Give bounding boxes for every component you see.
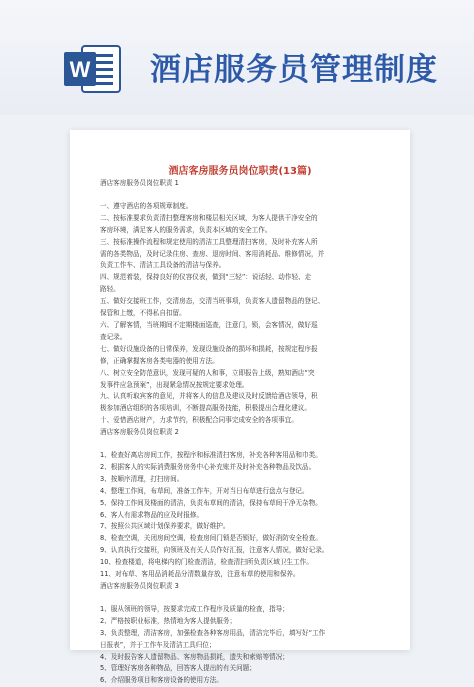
word-document-icon [62,40,124,98]
document-line: 8、检查空调，关闭房间空调，检查房间门锁是否锁好，做好消防安全检查。 [100,534,322,543]
document-line: 2、根据客人的实际消费服务房务中心补充账并及时补充各种物品及饮品。 [100,462,316,471]
document-line: 十、爱惜酒店财产，力求节约，积极配合同事完成安全的各项事宜。 [100,416,298,425]
document-line: 2、严格按职业标准，热情地为客人提供服务； [100,616,237,625]
document-line: 3、负责整理，清洁客房，加强检查各种客房用品，清洁完毕后，填写好“工作 [100,628,326,637]
document-line: 酒店客房服务员岗位职责 2 [100,428,179,437]
document-line: 3、按顺序清理，打扫房间。 [100,474,184,483]
document-page [70,130,410,685]
document-line: 保管和上缴，不得私自扣留。 [100,309,186,318]
document-line: 5、保持工作间及楼面的清洁，负责布草间的清洁，保持布草间干净无杂物。 [100,498,322,507]
document-line: 4、整理工作间，布草间，准备工作车，开对当日布草进行盘点与登记。 [100,486,309,495]
document-line: 4、及时报告客人遗留物品、客房物品损耗，遗失和索赔等情况； [100,652,289,661]
document-line: 6、客人有需求物品的应及时报修。 [100,510,204,519]
document-line: 路轻。 [100,285,120,294]
blank-line [100,593,390,604]
document-line: 1、检查好离店房间工作，按程序和标准清扫客房，补充各种客用品和巾类。 [100,451,322,460]
document-line: 9、认真执行交接班，向领班及有关人员作好汇报，注意客人情况，做好记录。 [100,546,329,555]
document-line: 负责工作车、清洁工具设备的清洁与保养。 [100,261,226,270]
document-line: 查记录。 [100,332,127,341]
banner-title: 酒店服务员管理制度 [150,52,438,88]
blank-line [100,190,390,201]
document-line: 11、对布草、客用品消耗品分清数量存放，注意布草的使用和保养。 [100,570,300,579]
document-line: 客房环境，满足客人的服务需求，负责本区域的安全工作。 [100,225,272,234]
document-line: 一、遵守酒店的各项规章制度。 [100,201,193,210]
word-logo-letter: W [69,57,91,82]
document-body [100,178,390,687]
document-line: 二、按标准要求负责清扫整理客房和楼层相关区域，为客人提供干净安全的 [100,213,318,222]
document-line: 四、规范着装，保持良好的仪容仪表，做到“三轻”：说话轻、动作轻、走 [100,273,312,282]
document-title: 酒店客房服务员岗位职责(13篇) [168,166,312,177]
document-line: 5、管理好客房各种物品，回答客人提出的有关问题； [100,664,256,673]
document-line: 需的各类物品，及时记录住房、查房、退房时间、客用消耗品、维修情况，并 [100,249,325,258]
document-line: 6、介绍服务项目和客房设备的使用方法。 [100,676,223,685]
blank-line [100,439,390,450]
document-line: 日报表”，并于工作车及清洁工具归位； [100,640,216,649]
document-line: 六、了解客情，当班期间不定期楼面巡查，注意门，锁，会客情况，做好巡 [100,320,318,329]
document-line: 酒店客房服务员岗位职责 1 [100,179,179,187]
document-line: 修，正确掌握客房各类电器的使用方法。 [100,356,219,365]
document-line: 1、服从领班的领导，按要求完成工作程序及质量的检查，指导； [100,604,289,613]
document-line: 三、按标准操作流程和规定使用的清洁工具整理清扫客房，及时补充客人所 [100,237,318,246]
document-line: 五、做好交接班工作，交清房态，交清当班事项，负责客人遗留物品的登记、 [100,297,325,306]
document-line: 极参加酒店组织的各项培训，不断提高服务技能，积极提出合理化建议。 [100,404,311,413]
document-line: 10、检查楼道，将电梯内的门检查清洁，检查清扫所负责区域卫生工作。 [100,558,313,567]
document-line: 酒店客房服务员岗位职责 3 [100,582,179,590]
document-line: 发事件应急预案”，出现紧急情况按规定要求处理。 [100,380,249,389]
document-line: 七、做好设施设备的日常保养，发现设施设备的损坏和损耗，按规定程序报 [100,344,318,353]
document-line: 八、树立安全防范意识，发现可疑的人和事，立即报告上级，熟知酒店“突 [100,368,315,377]
document-line: 九、认真听取宾客的意见，并将客人的信息及建议及时反馈给酒店领导，积 [100,392,318,401]
banner-header [0,0,474,115]
document-line: 7、按照公共区域计划保养要求，做好维护。 [100,522,230,531]
